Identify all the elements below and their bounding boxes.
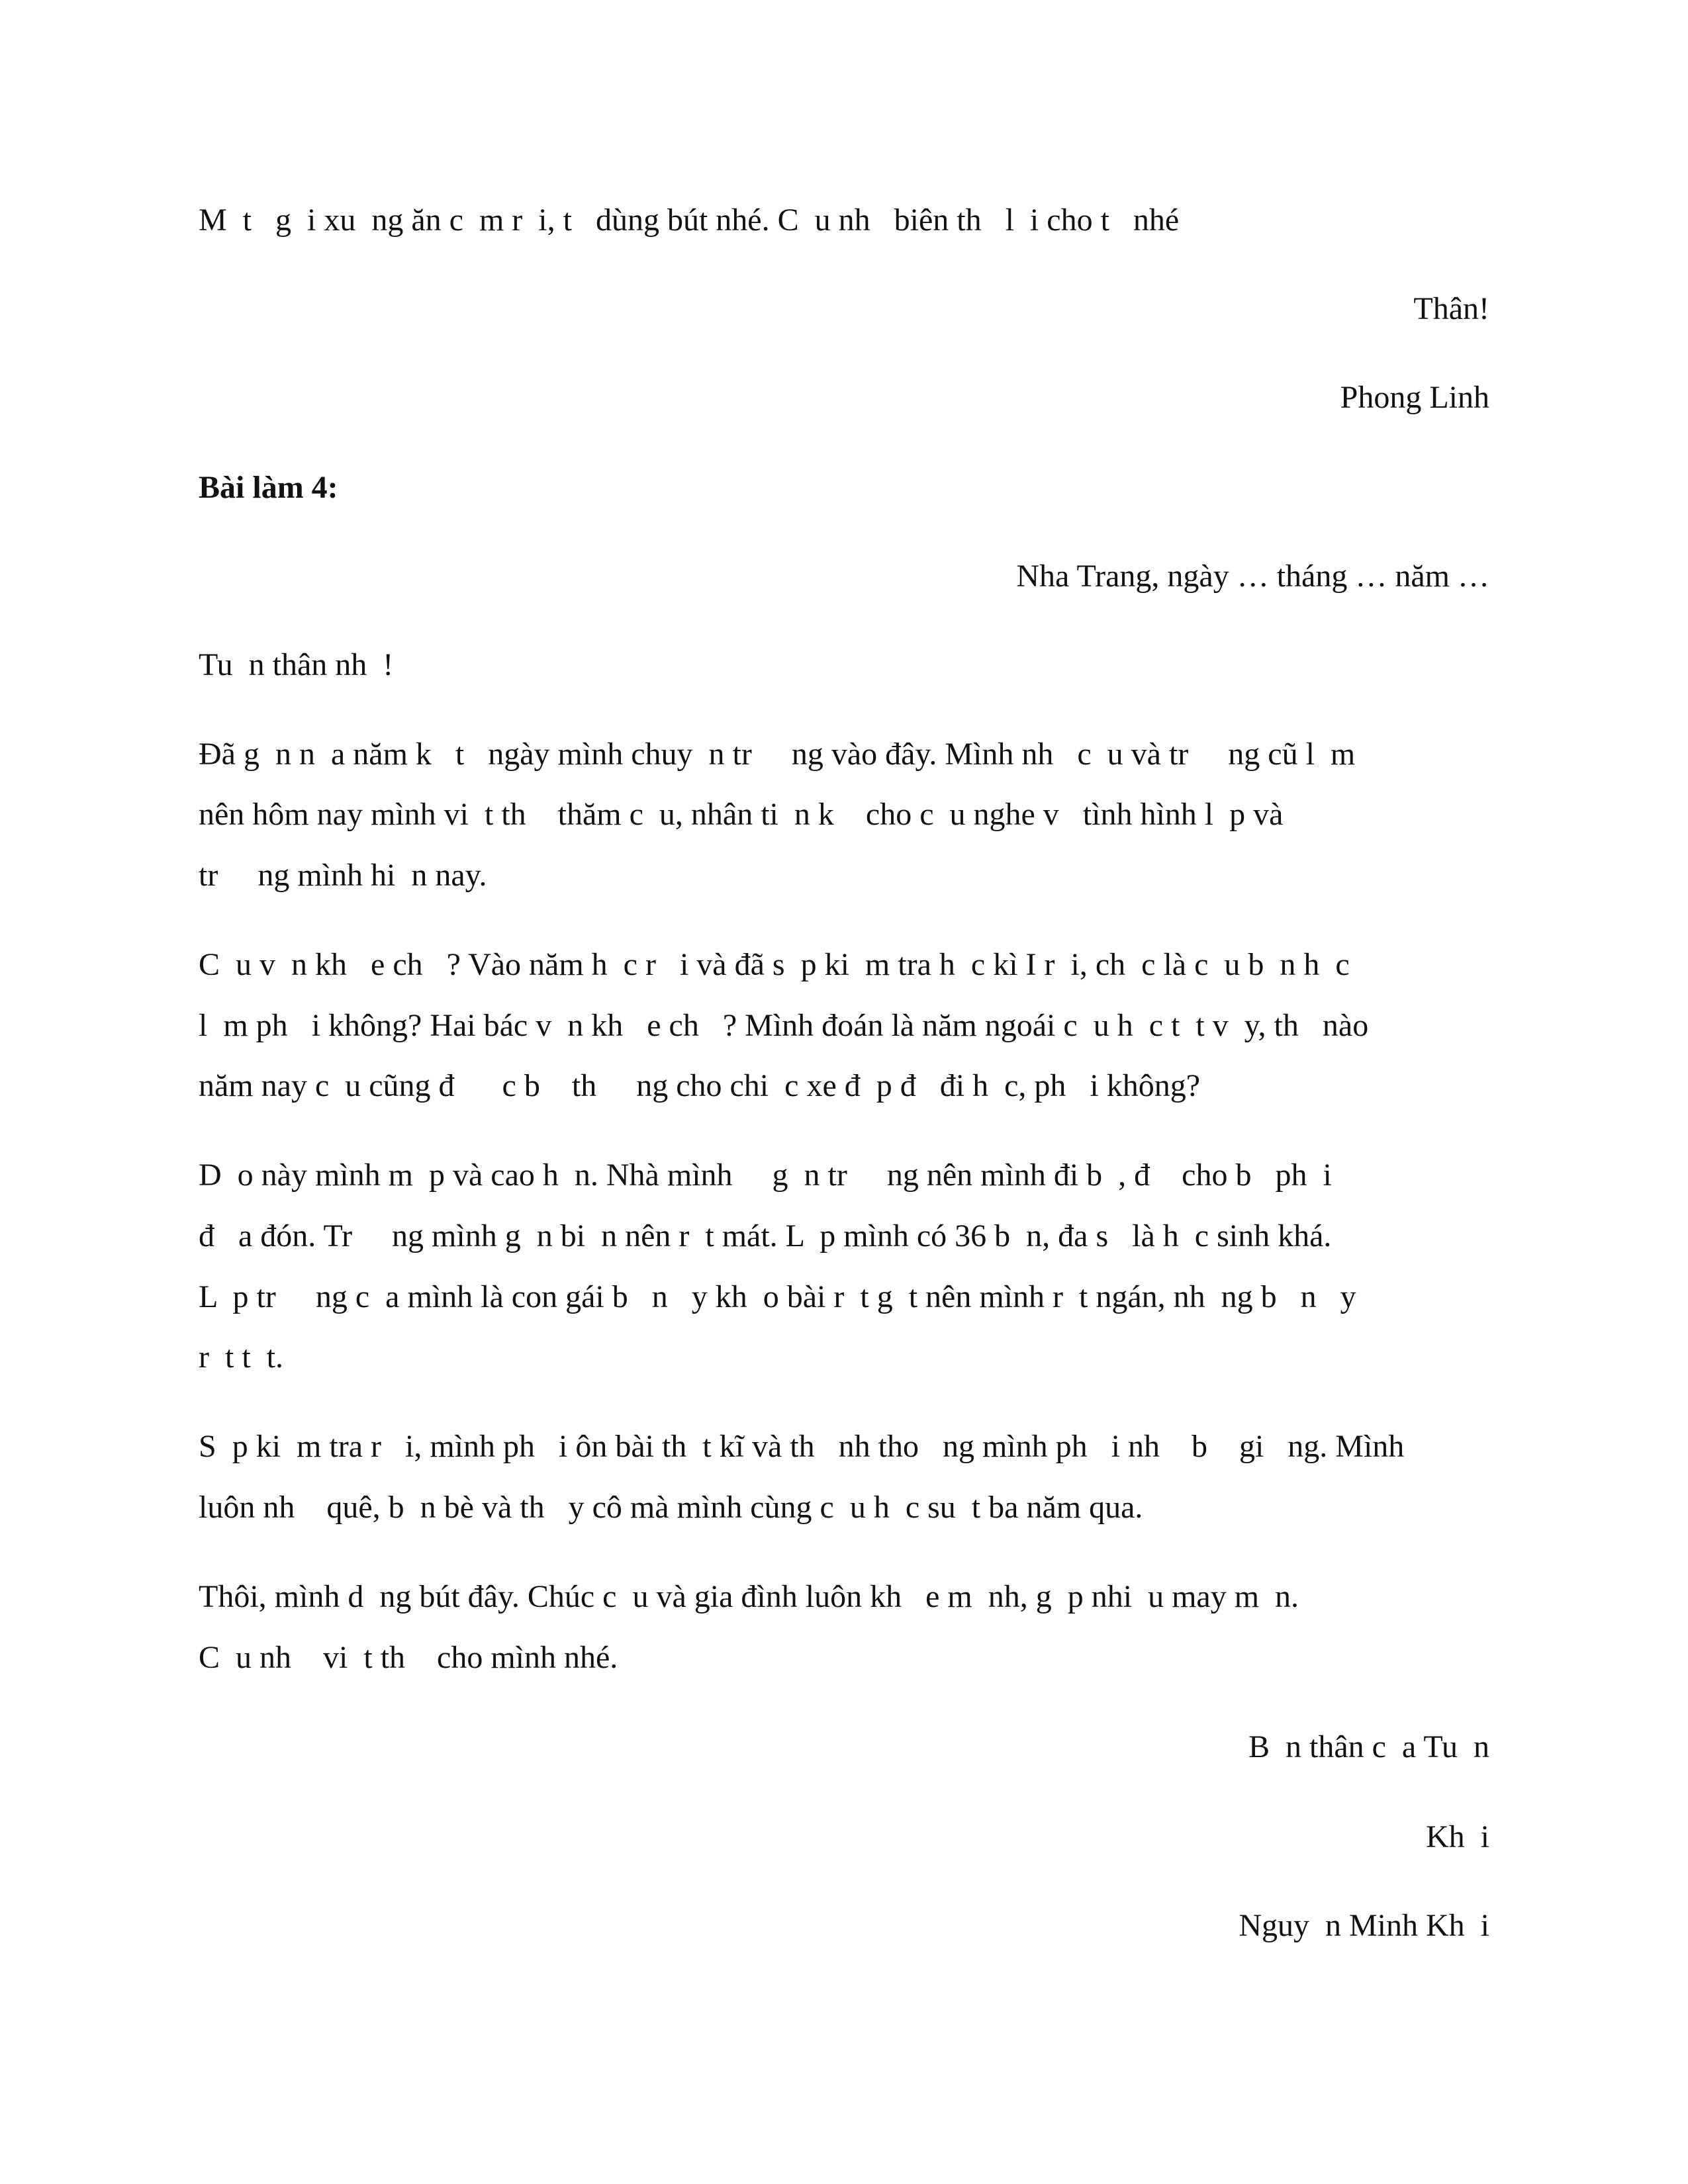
- paragraph-3-line-4: r t t t.: [199, 1340, 283, 1375]
- paragraph-2-line-2: l m ph i không? Hai bác v n kh e ch ? Mình đoán là năm ngoái c u h c t t v y, th nào: [199, 1008, 1369, 1043]
- signoff-line-2: Kh i: [1426, 1819, 1489, 1854]
- paragraph-2-line-3: năm nay c u cũng đ c b th ng cho chi c xe đ p đ đi h c, ph i không?: [199, 1068, 1201, 1103]
- signoff-line-1: B n thân c a Tu n: [1248, 1729, 1489, 1764]
- letter-place-date: Nha Trang, ngày … tháng … năm …: [1016, 559, 1489, 594]
- intro-line: M t g i xu ng ăn c m r i, t dùng bút nhé. C u nh biên th l i cho t nhé: [199, 203, 1180, 238]
- paragraph-3-line-3: L p tr ng c a mình là con gái b n y kh o bài r t g t nên mình r t ngán, nh ng b n y: [199, 1279, 1356, 1314]
- paragraph-4-line-2: luôn nh quê, b n bè và th y cô mà mình cùng c u h c su t ba năm qua.: [199, 1490, 1143, 1525]
- paragraph-5-line-2: C u nh vi t th cho mình nhé.: [199, 1640, 618, 1675]
- paragraph-1-line-1: Đã g n n a năm k t ngày mình chuy n tr ng vào đây. Mình nh c u và tr ng cũ l m: [199, 737, 1356, 772]
- letter-greeting: Tu n thân nh !: [199, 647, 394, 682]
- paragraph-1-line-2: nên hôm nay mình vi t th thăm c u, nhân ti n k cho c u nghe v tình hình l p và: [199, 797, 1284, 832]
- paragraph-5-line-1: Thôi, mình d ng bút đây. Chúc c u và gia đình luôn kh e m nh, g p nhi u may m n.: [199, 1579, 1299, 1614]
- paragraph-3-line-1: D o này mình m p và cao h n. Nhà mình g n tr ng nên mình đi b , đ cho b ph i: [199, 1158, 1332, 1193]
- signoff-line-3: Nguy n Minh Kh i: [1239, 1908, 1489, 1943]
- paragraph-3-line-2: đ a đón. Tr ng mình g n bi n nên r t mát. L p mình có 36 b n, đa s là h c sinh khá.: [199, 1218, 1332, 1253]
- paragraph-2-line-1: C u v n kh e ch ? Vào năm h c r i và đã s p ki m tra h c kì I r i, ch c là c u b n h c: [199, 947, 1350, 982]
- paragraph-4-line-1: S p ki m tra r i, mình ph i ôn bài th t kĩ và th nh tho ng mình ph i nh b gi ng. Mình: [199, 1429, 1405, 1464]
- closing-signature: Phong Linh: [1340, 380, 1489, 415]
- closing-than: Thân!: [1413, 291, 1489, 326]
- paragraph-1-line-3: tr ng mình hi n nay.: [199, 858, 487, 893]
- section-heading: Bài làm 4:: [199, 470, 338, 505]
